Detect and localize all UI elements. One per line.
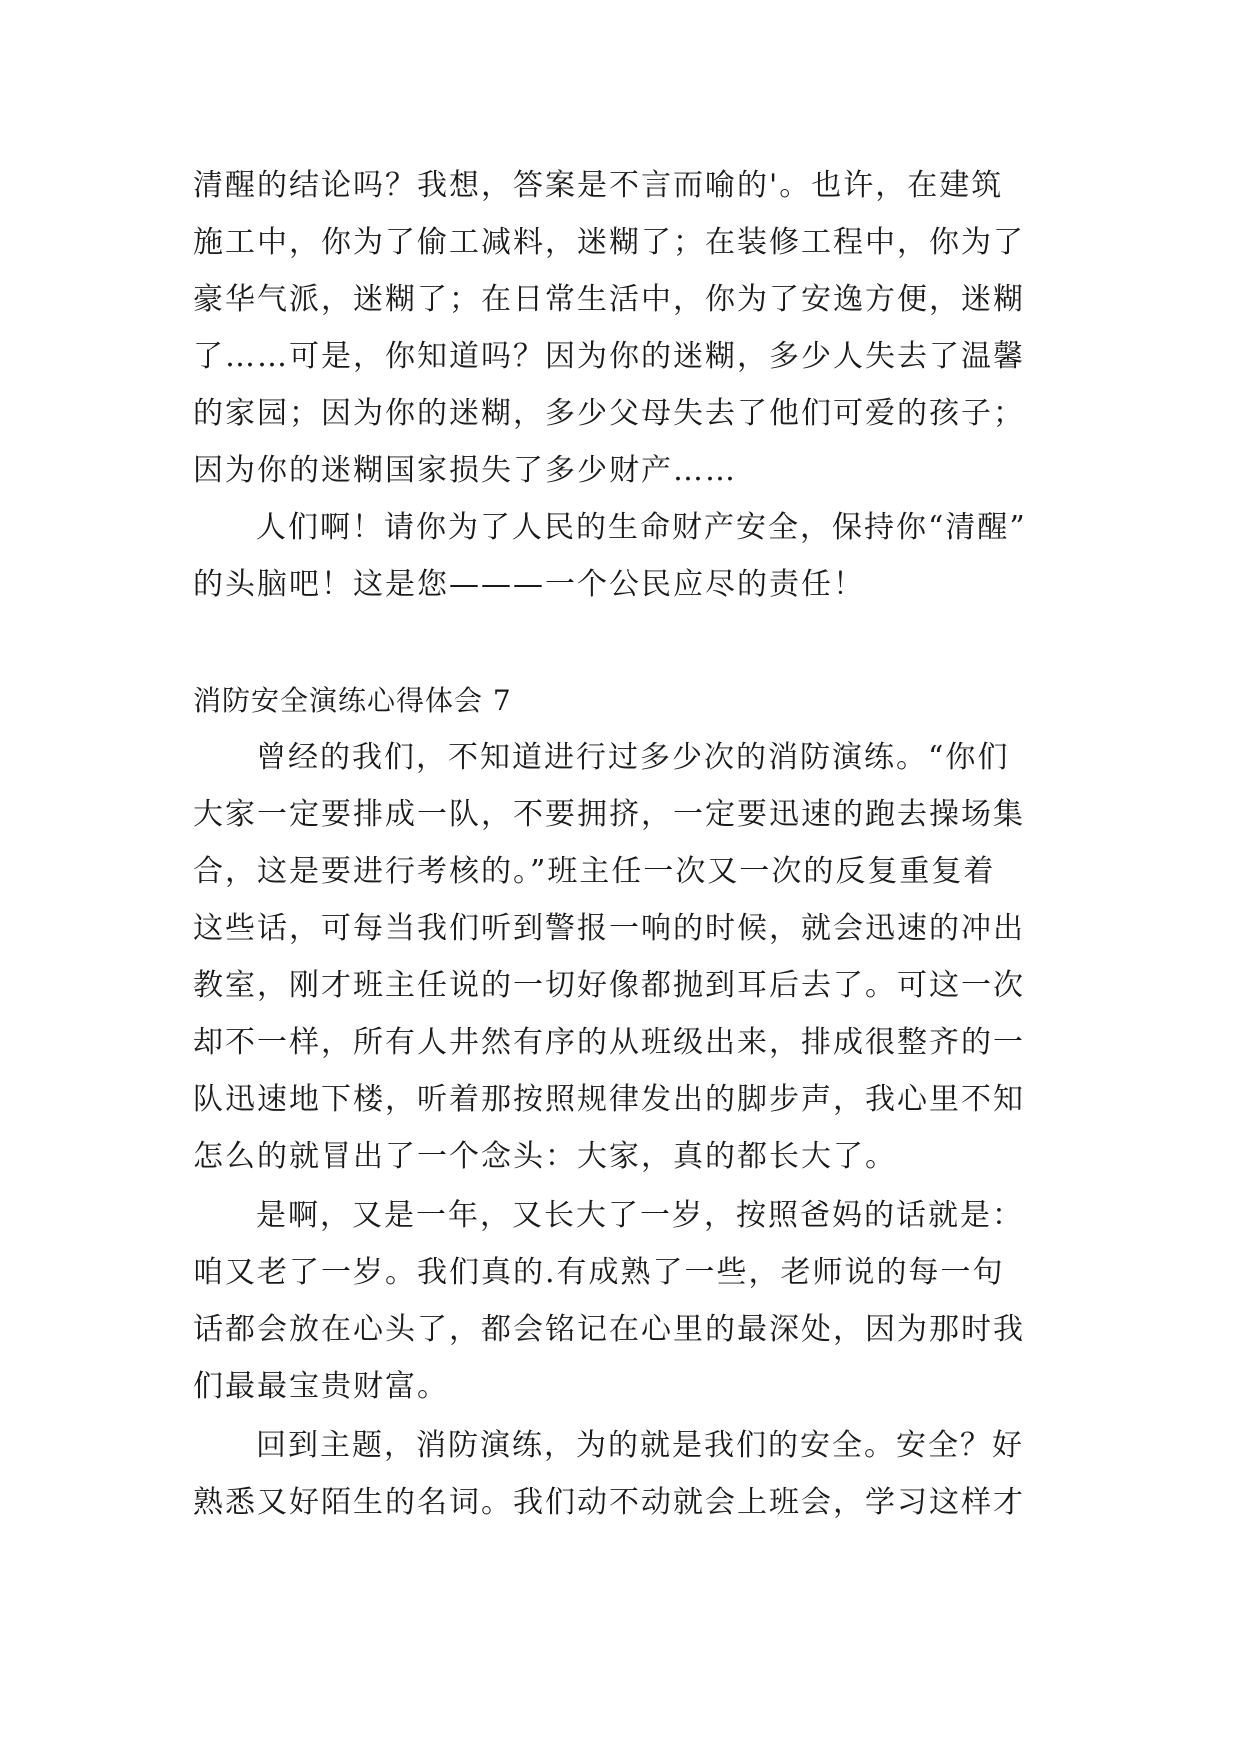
text-line: 因为你的迷糊国家损失了多少财产…… (193, 453, 737, 488)
text-line: 熟悉又好陌生的名词。我们动不动就会上班会，学习这样才 (193, 1485, 1025, 1520)
text-line: 却不一样，所有人井然有序的从班级出来，排成很整齐的一 (193, 1025, 1025, 1060)
text-line: 曾经的我们，不知道进行过多少次的消防演练。“你们 (256, 740, 1010, 775)
text-line: 了……可是，你知道吗？因为你的迷糊，多少人失去了温馨 (193, 339, 1025, 374)
text-line: 队迅速地下楼，听着那按照规律发出的脚步声，我心里不知 (193, 1082, 1025, 1117)
text-line: 合，这是要进行考核的。”班主任一次又一次的反复重复着 (193, 854, 996, 889)
text-line: 是啊，又是一年，又长大了一岁，按照爸妈的话就是： (256, 1198, 1024, 1233)
text-line: 回到主题，消防演练，为的就是我们的安全。安全？好 (256, 1428, 1024, 1463)
text-line: 的家园；因为你的迷糊，多少父母失去了他们可爱的孩子； (193, 396, 1025, 431)
text-line: 怎么的就冒出了一个念头：大家，真的都长大了。 (193, 1139, 897, 1174)
text-line: 的头脑吧！这是您———一个公民应尽的责任！ (193, 567, 865, 602)
text-line: 话都会放在心头了，都会铭记在心里的最深处，因为那时我 (193, 1312, 1025, 1347)
text-line: 大家一定要排成一队，不要拥挤，一定要迅速的跑去操场集 (193, 797, 1025, 832)
text-line: 人们啊！请你为了人民的生命财产安全，保持你“清醒” (256, 510, 1027, 545)
text-line: 清醒的结论吗？我想，答案是不言而喻的'。也许，在建筑 (193, 168, 1004, 203)
text-line: 豪华气派，迷糊了；在日常生活中，你为了安逸方便，迷糊 (193, 282, 1025, 317)
text-line: 们最最宝贵财富。 (193, 1369, 449, 1404)
section-heading: 消防安全演练心得体会 7 (193, 684, 512, 717)
text-line: 咱又老了一岁。我们真的.有成熟了一些，老师说的每一句 (193, 1255, 1005, 1290)
text-line: 这些话，可每当我们听到警报一响的时候，就会迅速的冲出 (193, 911, 1025, 946)
text-line: 施工中，你为了偷工减料，迷糊了；在装修工程中，你为了 (193, 225, 1025, 260)
text-line: 教室，刚才班主任说的一切好像都抛到耳后去了。可这一次 (193, 968, 1025, 1003)
